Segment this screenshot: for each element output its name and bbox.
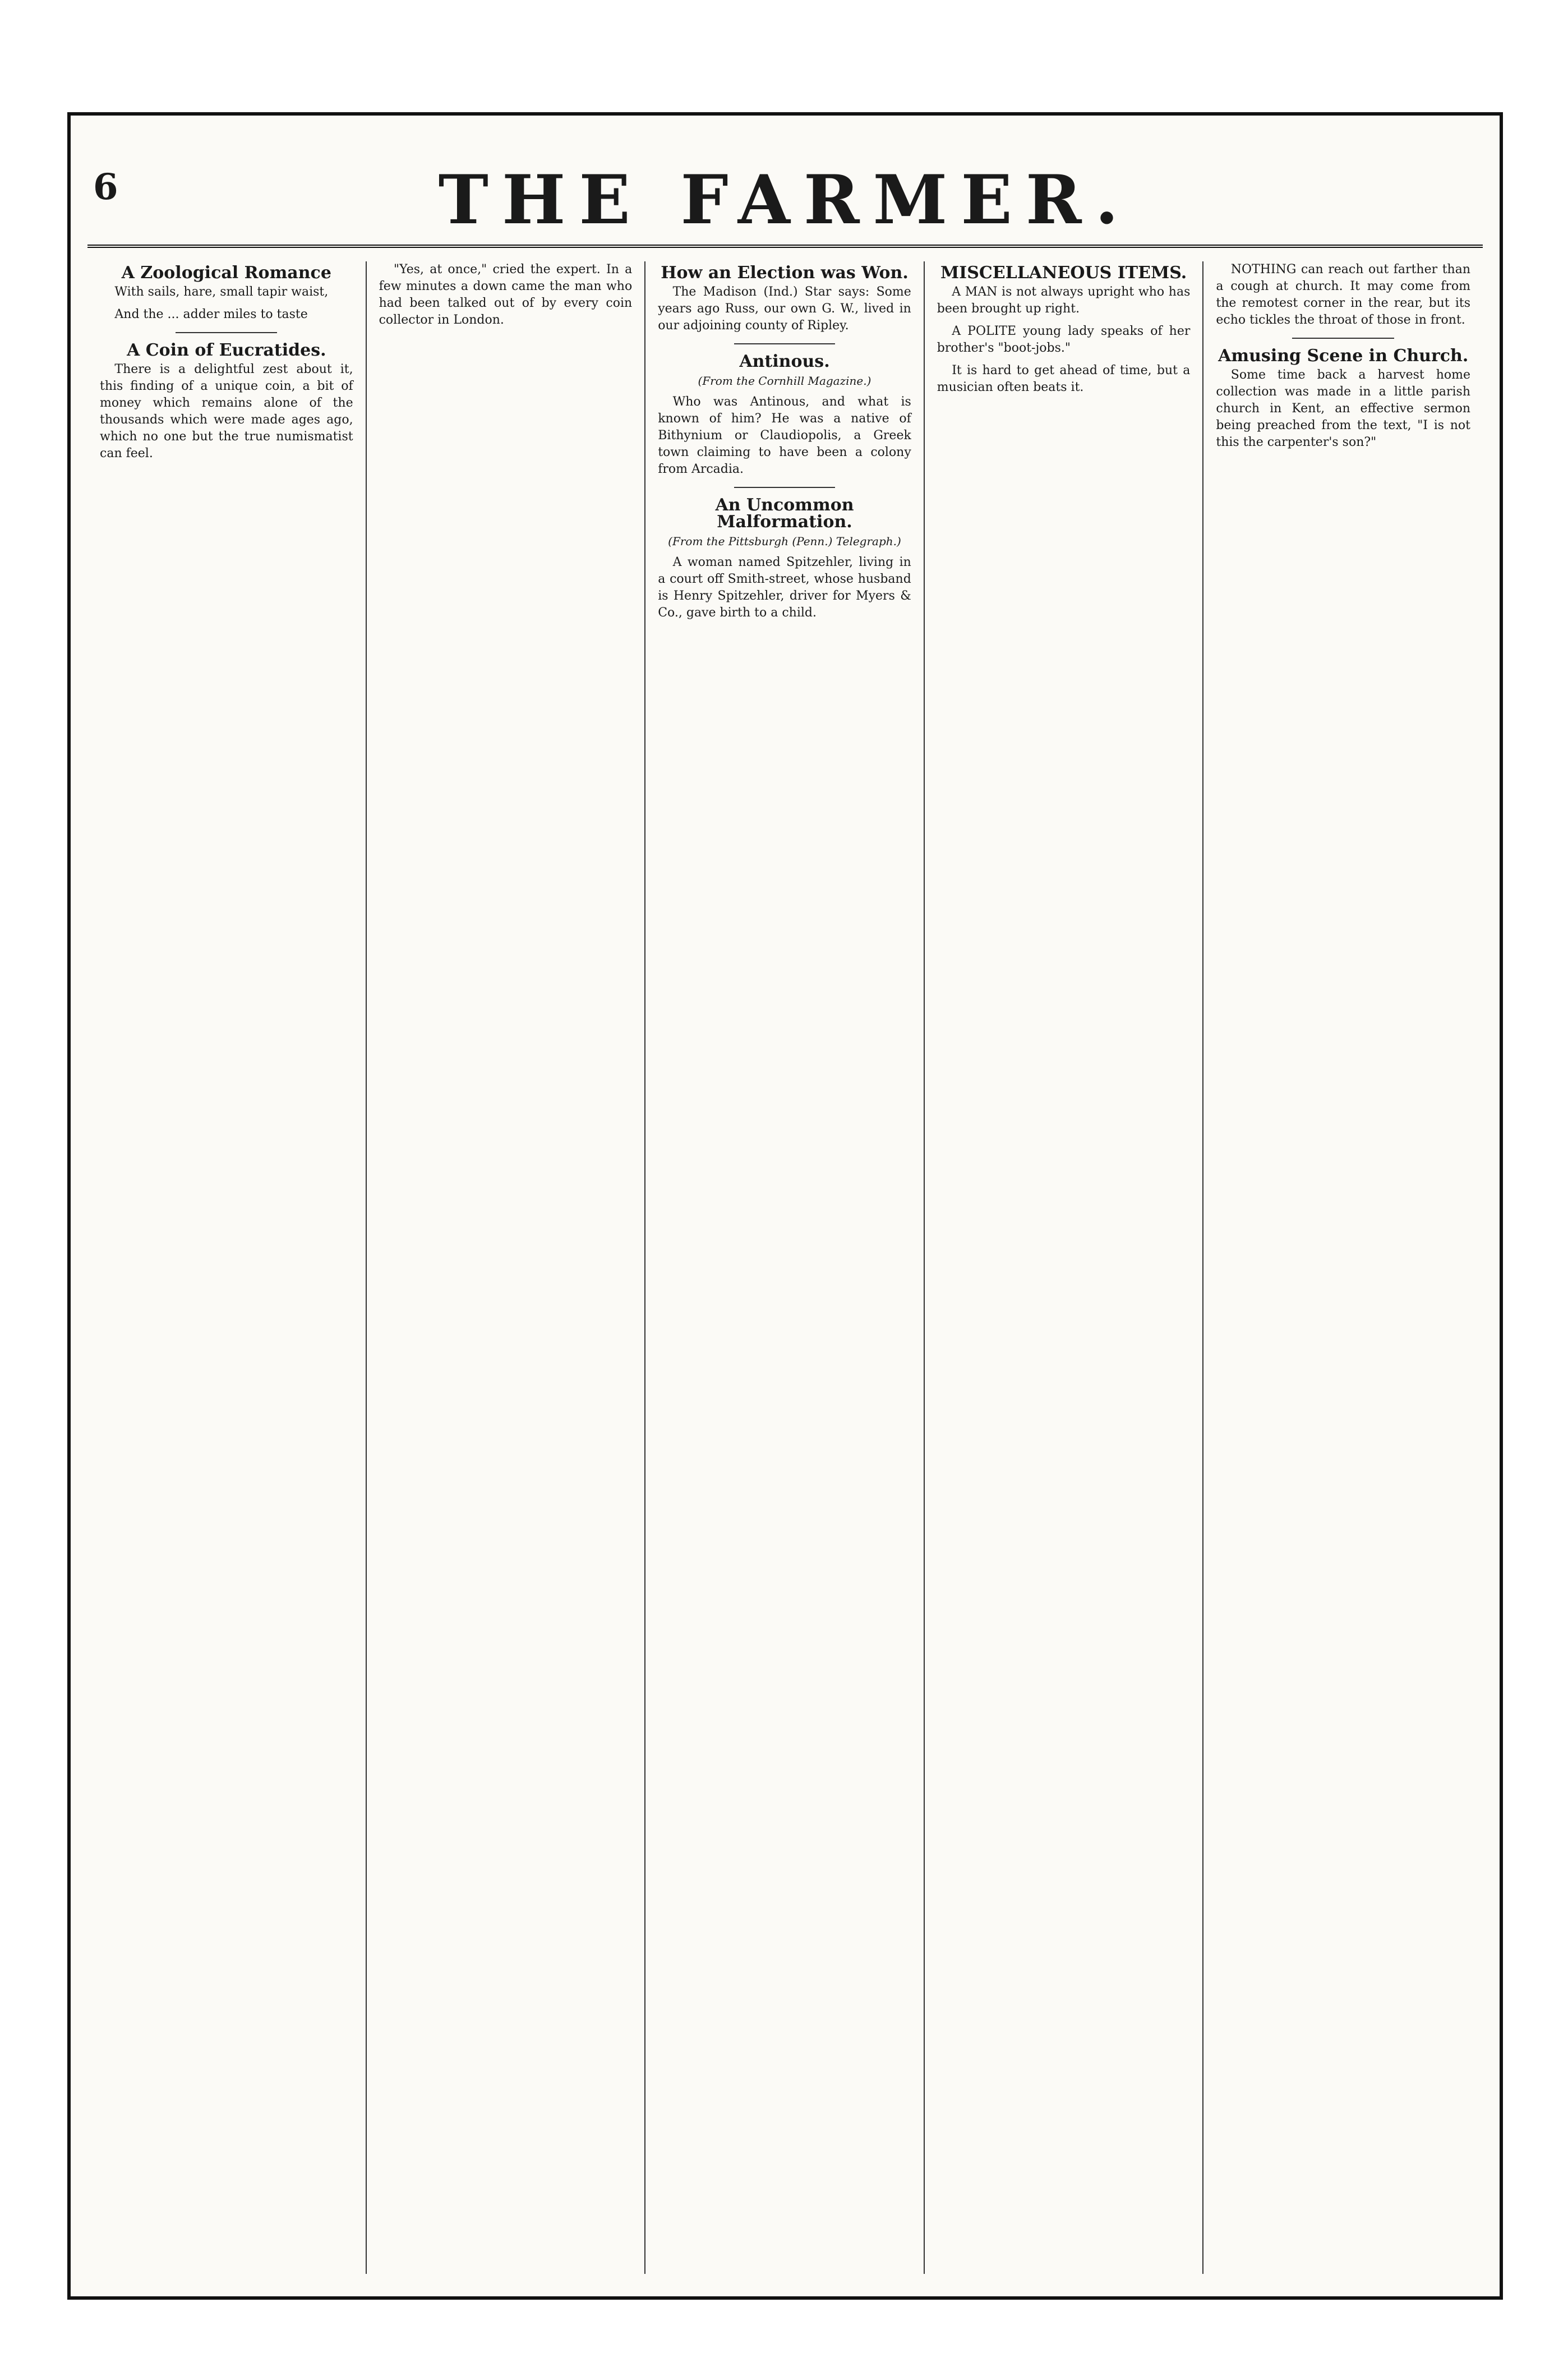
article-columns [87, 261, 1483, 2274]
article-separator [1292, 338, 1394, 339]
article-body [937, 284, 1191, 396]
article-body [379, 261, 633, 329]
article-headline: MISCELLANEOUS ITEMS. [940, 263, 1187, 283]
article-paragraph: "Yes, at once," cried the expert. In a few minutes a down came the man who had been talked out of by every coin collector in London. [379, 263, 633, 327]
article-subhead: (From the Pittsburgh (Penn.) Telegraph.) [668, 535, 901, 548]
article-separator [734, 487, 836, 488]
article-headline: Antinous. [739, 352, 830, 371]
masthead-rule [87, 245, 1483, 248]
article-body [100, 284, 353, 323]
paper-title: THE FARMER. [438, 160, 1132, 240]
article-paragraph: Who was Antinous, and what is known of him? He was a native of Bithynium or Claudiopolis, a Greek town claiming to have been a colony from Arcadia. [658, 395, 911, 476]
article-body [1216, 261, 1470, 329]
article-paragraph: With sails, hare, small tapir waist, [114, 285, 329, 299]
article-body [1216, 367, 1470, 451]
article-paragraph: A POLITE young lady speaks of her brother's "boot-jobs." [937, 324, 1191, 355]
article-body [658, 394, 911, 478]
article-separator [176, 332, 277, 333]
column-3 [645, 261, 925, 2274]
article-headline: How an Election was Won. [661, 263, 908, 283]
article-body [100, 361, 353, 462]
article-paragraph: There is a delightful zest about it, this finding of a unique coin, a bit of money which remains alone of the thousands which were made ages ago, which no one but the true numismatist can feel. [100, 362, 353, 460]
article-headline: A Coin of Eucratides. [127, 340, 326, 360]
article-subhead: (From the Cornhill Magazine.) [698, 374, 871, 388]
column-2 [367, 261, 646, 2274]
column-4 [925, 261, 1204, 2274]
article-headline: A Zoological Romance [121, 263, 331, 283]
page-number: 6 [93, 166, 118, 208]
article-headline: An Uncommon Malformation. [715, 495, 854, 532]
article-paragraph: NOTHING can reach out farther than a cough at church. It may come from the remotest corner in the rear, but its echo tickles the throat of those in front. [1216, 263, 1470, 327]
article-body [658, 284, 911, 334]
article-paragraph: A woman named Spitzehler, living in a court off Smith-street, whose husband is Henry Spitzehler, driver for Myers & Co., gave birth to a child. [658, 555, 911, 620]
article-paragraph: And the ... adder miles to taste [114, 307, 308, 321]
article-paragraph: Some time back a harvest home collection was made in a little parish church in Kent, an effective sermon being preached from the text, "I is not this the carpenter's son?" [1216, 368, 1470, 449]
article-body [658, 554, 911, 621]
article-separator [734, 343, 836, 344]
column-1 [87, 261, 367, 2274]
article-paragraph: The Madison (Ind.) Star says: Some years ago Russ, our own G. W., lived in our adjoining county of Ripley. [658, 285, 911, 333]
column-5 [1203, 261, 1483, 2274]
newspaper-page [67, 112, 1503, 2300]
masthead [71, 160, 1500, 240]
article-headline: Amusing Scene in Church. [1218, 346, 1469, 366]
article-paragraph: A MAN is not always upright who has been brought up right. [937, 285, 1191, 316]
article-paragraph: It is hard to get ahead of time, but a musician often beats it. [937, 363, 1191, 394]
